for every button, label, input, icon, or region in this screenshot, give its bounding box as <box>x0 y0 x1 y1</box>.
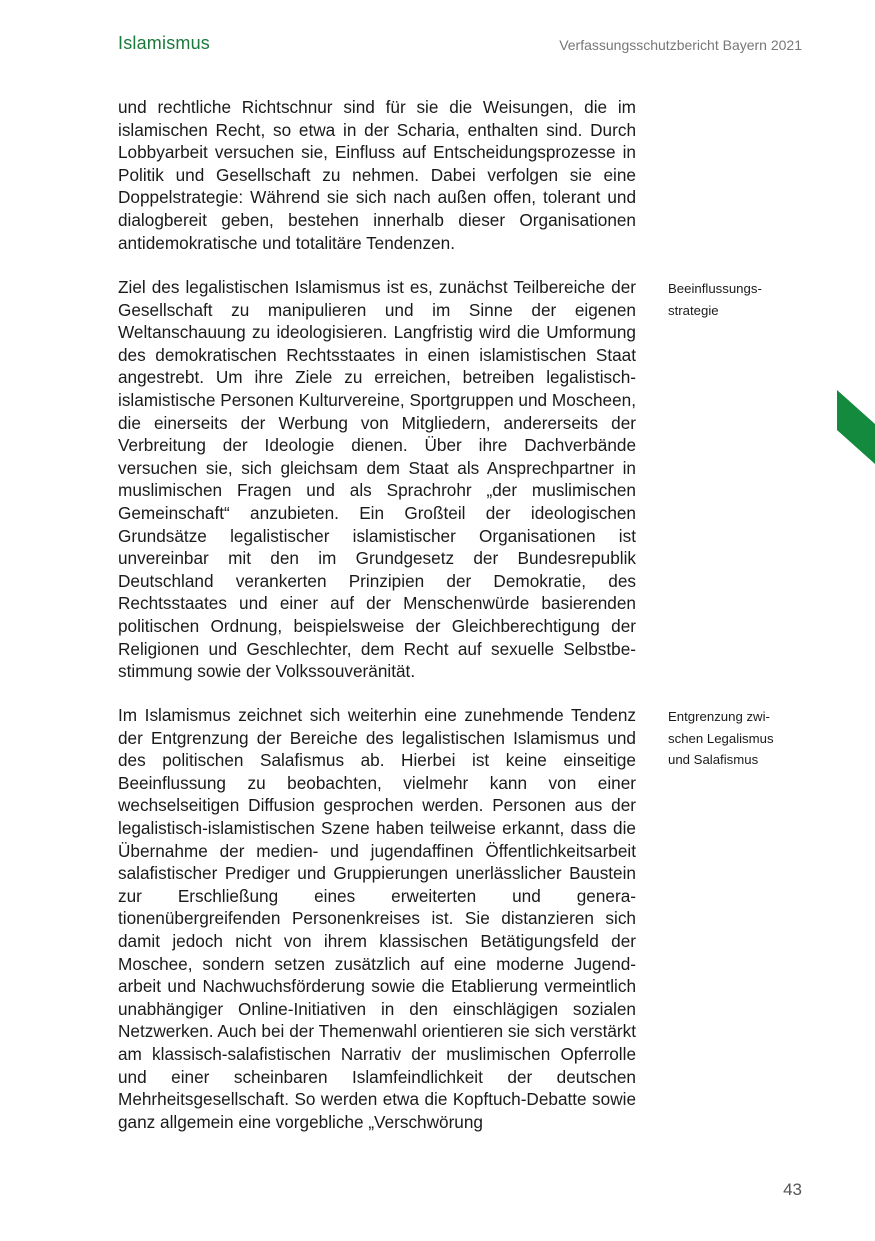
chapter-tab-shape <box>837 390 875 464</box>
margin-note-influence-strategy <box>668 278 808 321</box>
margin-note-line: Beeinflussungs- <box>668 281 762 296</box>
margin-note-line: Entgrenzung zwi- <box>668 709 770 724</box>
body-paragraph-3: Im Islamismus zeichnet sich weiterhin eine zunehmende Tendenz der Entgrenzung der Bereiche des legalistischen Islamismus und des politischen Salafismus ab. Hierbei ist keine einseitige Beeinflussung zu beobachten, vielmehr kann von einer wechselseitigen Diffusion gesprochen werden. Personen aus der legalistisch-islamistischen Szene haben teilweise erkannt, dass die Übernahme der medien- und jugendaffinen Öffentlichkeitsarbeit salafistischer Prediger und Gruppierungen unerlässlicher Baustein zur Erschließung eines erweiterten und generationenübergreifenden Personenkreises ist. Sie distanzieren sich damit jedoch nicht von ihrem klassischen Betätigungsfeld der Moschee, sondern setzen zusätzlich auf eine moderne Jugendarbeit und Nachwuchsförderung sowie die Etablierung vermeintlich unabhängiger Online-Initiativen in den einschlägigen sozialen Netzwerken. Auch bei der Themenwahl orientieren sie sich verstärkt am klassisch-salafistischen Narrativ der muslimischen Opferrolle und einer scheinbaren Islamfeindlichkeit der deutschen Mehrheitsgesellschaft. So werden etwa die Kopftuch-Debatte sowie ganz allgemein eine vorgebliche „Verschwörung <box>118 705 636 1132</box>
margin-note-line: schen Legalismus <box>668 730 774 746</box>
margin-note-line: strategie <box>668 302 719 318</box>
body-paragraph-1: und rechtliche Richtschnur sind für sie die Weisungen, die im islamischen Recht, so etwa in der Scharia, enthalten sind. Durch Lobbyarbeit versuchen sie, Einfluss auf Entscheidungsprozesse in Politik und Gesellschaft zu nehmen. Dabei verfolgen sie eine Doppelstrategie: Während sie sich nach außen offen, tolerant und dialogbereit geben, bestehen innerhalb dieser Organisationen antidemokratische und totalitäre Tendenzen. <box>118 97 636 253</box>
section-title: Islamismus <box>118 33 211 53</box>
margin-note-entgrenzung <box>668 706 808 771</box>
chapter-tab-marker <box>837 390 875 464</box>
document-title: Verfassungsschutzbericht Bayern 2021 <box>559 37 802 53</box>
margin-note-line: und Salafismus <box>668 752 759 767</box>
body-paragraph-3-container <box>118 704 636 1133</box>
body-paragraph-2: Ziel des legalistischen Islamismus ist es, zunächst Teilbereiche der Gesellschaft zu manipulieren und im Sinne der eigenen Weltanschauung zu ideologisieren. Langfristig wird die Umformung des demokratischen Rechtsstaates in einen islamistischen Staat angestrebt. Um ihre Ziele zu erreichen, betreiben legalistisch-islamistische Personen Kulturvereine, Sportgruppen und Moscheen, die einerseits der Werbung von Mitgliedern, andererseits der Verbreitung der Ideologie dienen. Über ihre Dachverbände versuchen sie, sich gleichsam dem Staat als Ansprechpartner in muslimischen Fragen und als Sprachrohr „der muslimischen Gemeinschaft“ anzubieten. Ein Großteil der ideologischen Grundsätze legalistischer islamistischer Organisationen ist unvereinbar mit den im Grundgesetz der Bundesrepublik Deutschland verankerten Prinzipien der Demokratie, des Rechtsstaates und einer auf der Menschenwürde basierenden politischen Ordnung, beispielsweise der Gleichberechtigung der Religionen und Geschlechter, dem Recht auf sexuelle Selbstbestimmung sowie der Volkssouveränität. <box>118 277 636 682</box>
body-paragraph-1-container <box>118 96 636 254</box>
body-paragraph-2-container <box>118 276 636 683</box>
page-number: 43 <box>783 1180 802 1199</box>
